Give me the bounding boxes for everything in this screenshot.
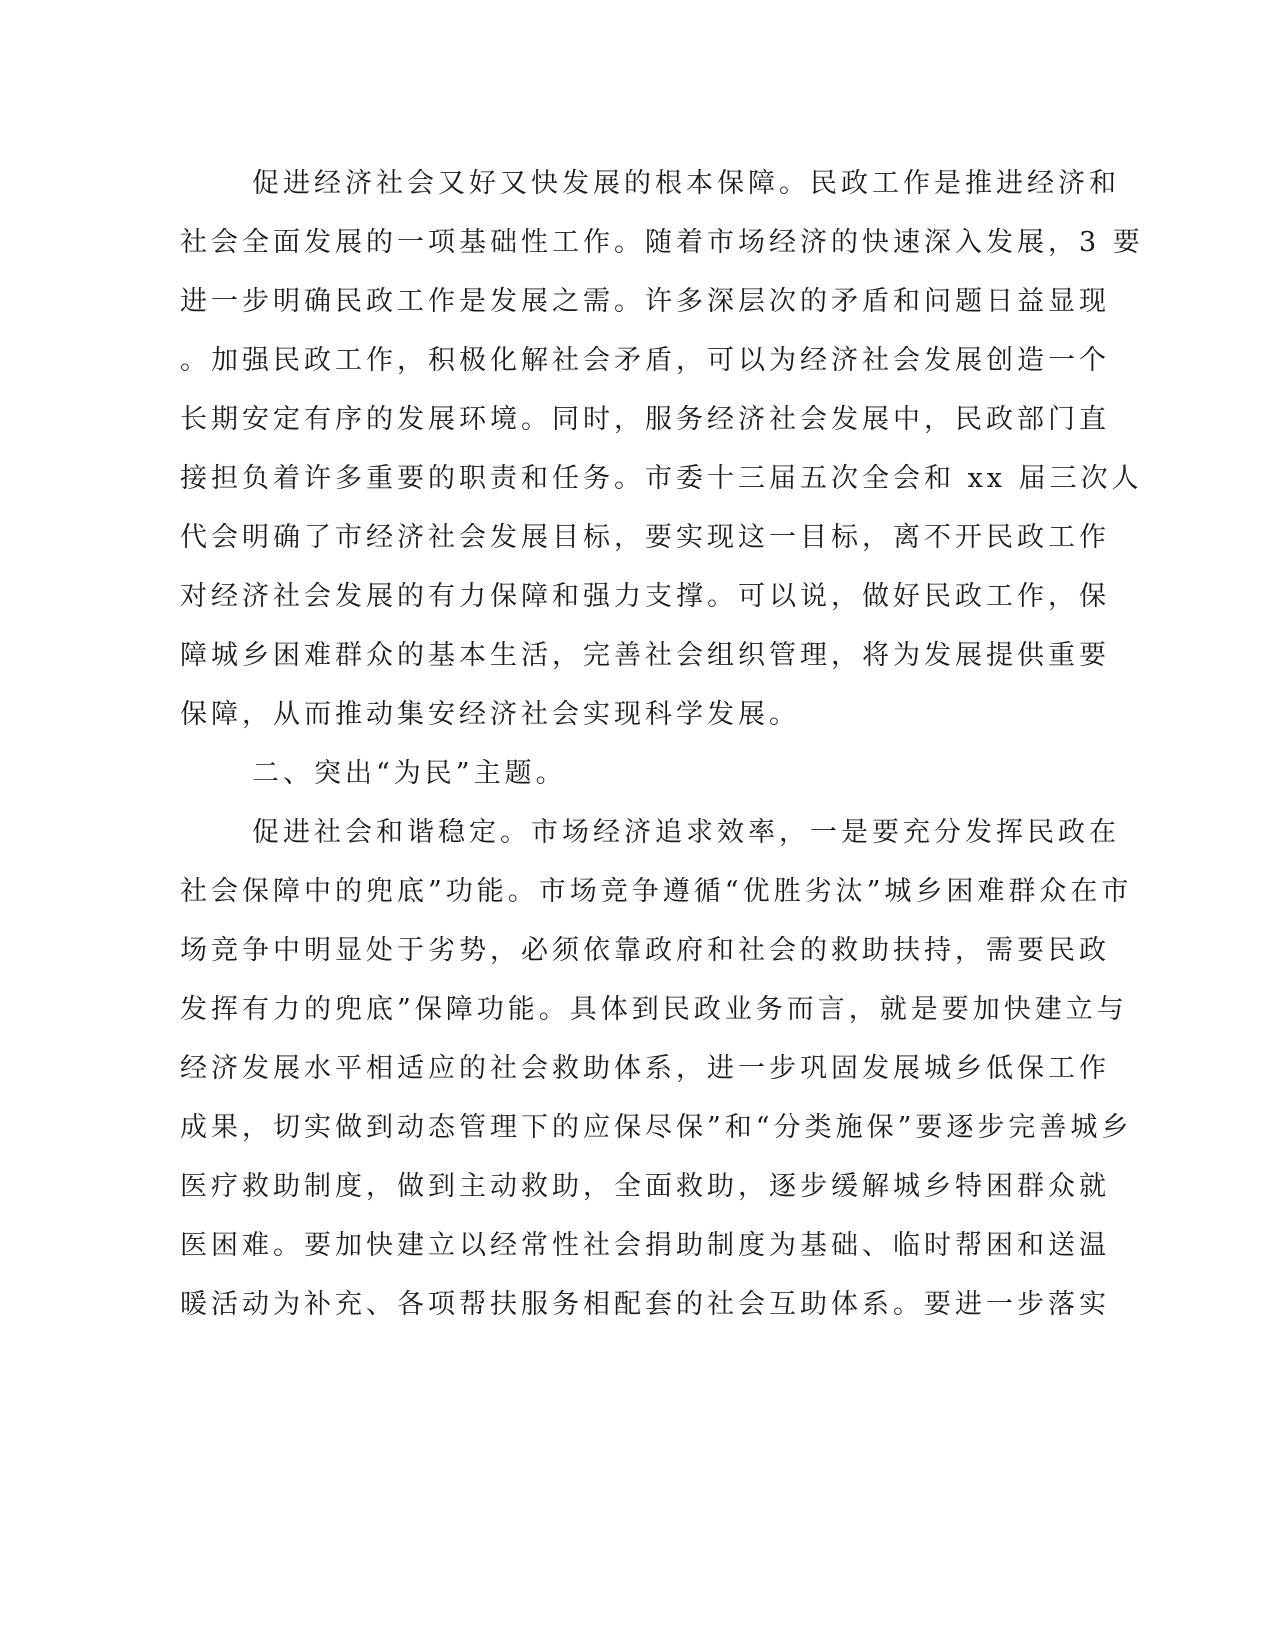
paragraph-line: 暖活动为补充、各项帮扶服务相配套的社会互助体系。要进一步落实 bbox=[180, 1289, 1110, 1320]
paragraph-line: 场竞争中明显处于劣势，必须依靠政府和社会的救助扶持，需要民政 bbox=[180, 935, 1110, 966]
section-heading: 二、突出“为民”主题。 bbox=[252, 758, 567, 789]
paragraph-line: 社会全面发展的一项基础性工作。随着市场经济的快速深入发展，3 要 bbox=[180, 227, 1144, 258]
paragraph-line: 成果，切实做到动态管理下的应保尽保”和“分类施保”要逐步完善城乡 bbox=[180, 1112, 1133, 1143]
paragraph-line: 医疗救助制度，做到主动救助，全面救助，逐步缓解城乡特困群众就 bbox=[180, 1171, 1110, 1202]
paragraph-line: 。加强民政工作，积极化解社会矛盾，可以为经济社会发展创造一个 bbox=[180, 345, 1110, 376]
paragraph-line: 促进经济社会又好又快发展的根本保障。民政工作是推进经济和 bbox=[252, 168, 1120, 199]
body-text bbox=[180, 154, 1144, 1334]
paragraph-line: 社会保障中的兜底”功能。市场竞争遵循“优胜劣汰”城乡困难群众在市 bbox=[180, 876, 1133, 907]
paragraph-line: 障城乡困难群众的基本生活，完善社会组织管理，将为发展提供重要 bbox=[180, 640, 1110, 671]
paragraph-line: 对经济社会发展的有力保障和强力支撑。可以说，做好民政工作，保 bbox=[180, 581, 1110, 612]
paragraph-line: 发挥有力的兜底”保障功能。具体到民政业务而言，就是要加快建立与 bbox=[180, 994, 1128, 1025]
paragraph-line: 代会明确了市经济社会发展目标，要实现这一目标，离不开民政工作 bbox=[180, 522, 1110, 553]
paragraph-line: 长期安定有序的发展环境。同时，服务经济社会发展中，民政部门直 bbox=[180, 404, 1110, 435]
paragraph-line: 医困难。要加快建立以经常性社会捐助制度为基础、临时帮困和送温 bbox=[180, 1230, 1110, 1261]
paragraph-line: 经济发展水平相适应的社会救助体系，进一步巩固发展城乡低保工作 bbox=[180, 1053, 1110, 1084]
paragraph-line: 进一步明确民政工作是发展之需。许多深层次的矛盾和问题日益显现 bbox=[180, 286, 1110, 317]
paragraph-line: 接担负着许多重要的职责和任务。市委十三届五次全会和 xx 届三次人 bbox=[180, 463, 1143, 494]
paragraph-line: 促进社会和谐稳定。市场经济追求效率，一是要充分发挥民政在 bbox=[252, 817, 1120, 848]
paragraph-line: 保障，从而推动集安经济社会实现科学发展。 bbox=[180, 699, 800, 730]
